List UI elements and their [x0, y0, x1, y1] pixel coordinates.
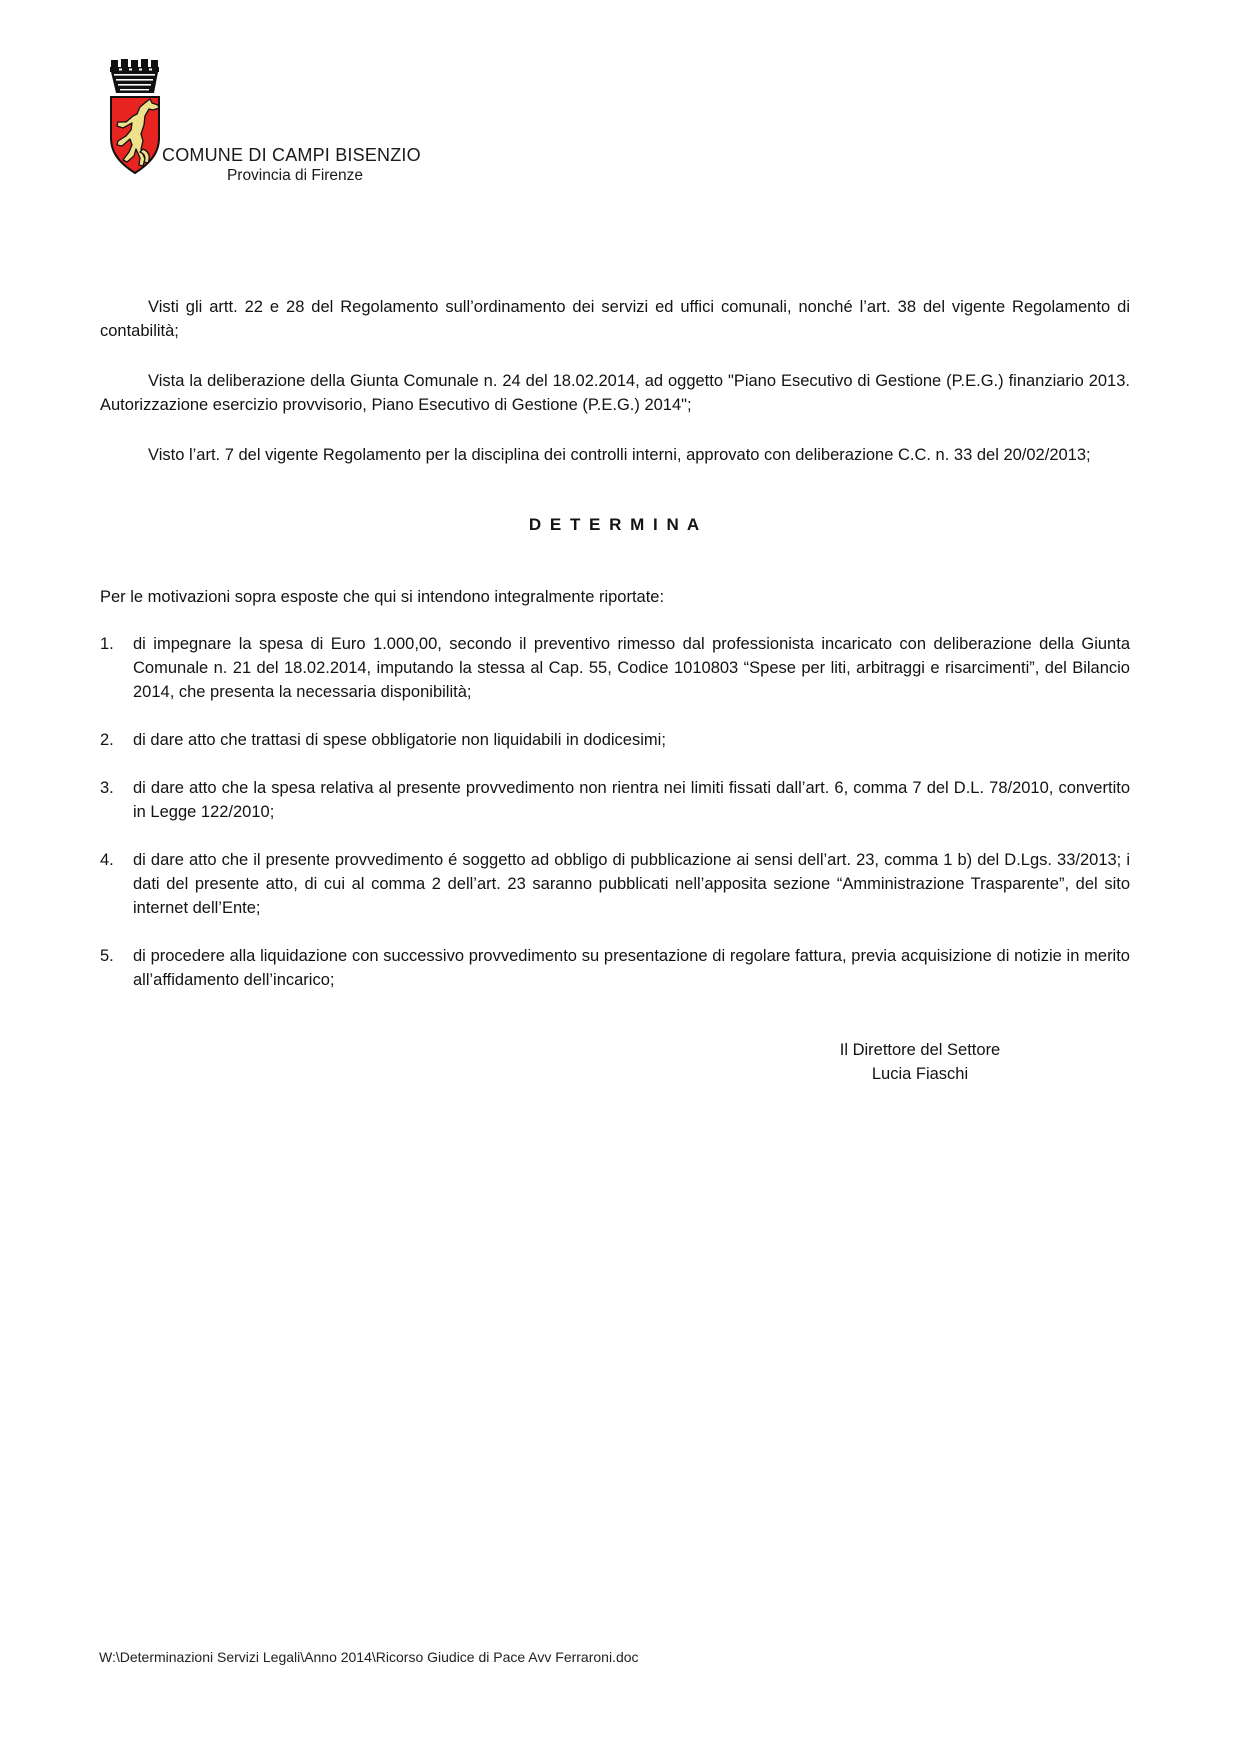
- premise-paragraph: Visto l’art. 7 del vigente Regolamento per la disciplina dei controlli interni, approvato con deliberazione C.C. n. 33 del 20/02/2013;: [148, 446, 1091, 464]
- document-body: [100, 295, 1130, 1086]
- signature-name: Lucia Fiaschi: [871, 1065, 969, 1083]
- municipality-name: COMUNE DI CAMPI BISENZIO: [162, 145, 421, 165]
- item-number: 3.: [100, 779, 114, 797]
- item-text: di dare atto che il presente provvedimento é soggetto ad obbligo di pubblicazione ai sensi dell’art. 23, comma 1 b) del D.Lgs. 33/2013; i dati del presente atto, di cui al comma 2 dell’art. 23 saranno pubblicati nell’apposita sezione “Amministrazione Trasparente”, del sito internet dell’Ente;: [133, 851, 1130, 917]
- premise-paragraph: Vista la deliberazione della Giunta Comunale n. 24 del 18.02.2014, ad oggetto "Piano Esecutivo di Gestione (P.E.G.) finanziario 2013. Autorizzazione esercizio provvisorio, Piano Esecutivo di Gestione (P.E.G.) 2014";: [100, 372, 1130, 414]
- list-item: [100, 848, 1130, 920]
- list-item: [100, 944, 1130, 992]
- signature-block: [770, 1038, 1070, 1086]
- item-text: di impegnare la spesa di Euro 1.000,00, secondo il preventivo rimesso dal professionista incaricato con deliberazione della Giunta Comunale n. 21 del 18.02.2014, imputando la stessa al Cap. 55, Codice 1010803 “Spese per liti, arbitraggi e risarcimenti”, del Bilancio 2014, che presenta la necessaria disponibilità;: [133, 635, 1130, 701]
- letterhead: [162, 144, 428, 186]
- determina-heading: D E T E R M I N A: [528, 515, 702, 534]
- item-number: 2.: [100, 731, 114, 749]
- item-number: 5.: [100, 947, 114, 965]
- premise-paragraph: Visti gli artt. 22 e 28 del Regolamento sull’ordinamento dei servizi ed uffici comunali, nonché l’art. 38 del vigente Regolamento di contabilità;: [100, 298, 1130, 340]
- list-item: [100, 776, 1130, 824]
- item-text: di procedere alla liquidazione con successivo provvedimento su presentazione di regolare fattura, previa acquisizione di notizie in merito all’affidamento dell’incarico;: [133, 947, 1130, 989]
- province-name: Provincia di Firenze: [226, 167, 364, 184]
- item-text: di dare atto che trattasi di spese obbligatorie non liquidabili in dodicesimi;: [133, 731, 666, 749]
- intro-line: Per le motivazioni sopra esposte che qui si intendono integralmente riportate:: [100, 588, 665, 606]
- item-text: di dare atto che la spesa relativa al presente provvedimento non rientra nei limiti fissati dall’art. 6, comma 7 del D.L. 78/2010, convertito in Legge 122/2010;: [133, 779, 1130, 821]
- list-item: [100, 728, 1130, 752]
- item-number: 4.: [100, 851, 114, 869]
- item-number: 1.: [100, 635, 114, 653]
- file-path-footer: W:\Determinazioni Servizi Legali\Anno 2014\Ricorso Giudice di Pace Avv Ferraroni.doc: [99, 1649, 639, 1665]
- list-item: [100, 632, 1130, 704]
- signature-role: Il Direttore del Settore: [839, 1041, 1001, 1059]
